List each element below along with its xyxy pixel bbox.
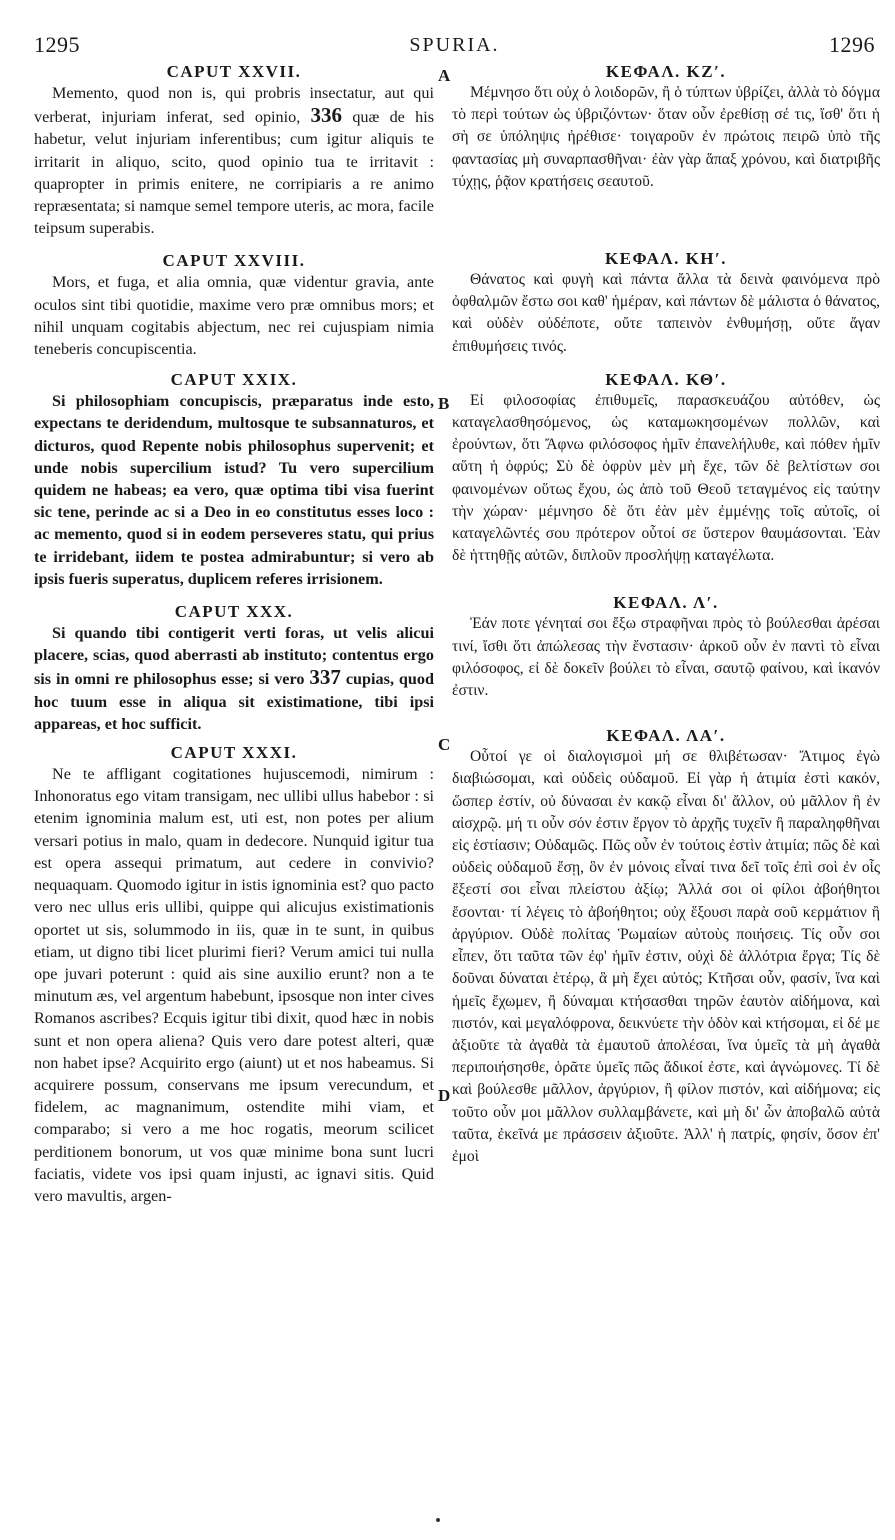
chapter-title: ΚΕΦΑΛ. ΚΘʹ. bbox=[605, 369, 727, 389]
section-marker-c: C bbox=[438, 735, 451, 754]
page-number-left: 1295 bbox=[34, 32, 80, 57]
chapter-title: CAPUT XXVII. bbox=[166, 62, 302, 81]
chapter-text: Μέμνησο ὅτι οὐχ ὁ λοιδορῶν, ἢ ὁ τύπτων ὑβρίζει, ἀλλὰ τὸ δόγμα τὸ περὶ τούτων ὡς ὑβριζόντων· ὅταν οὖν ἐρεθίσῃ σέ τις, ἴσθ' ὅτι ἡ σὴ σε ὑπόληψις ἠρέθισε· τοιγαροῦν ἐν πρώτοις πειρῶ ὑπὸ τῆς φαντασίας μὴ συναρπασθῆναι· ἐὰν γὰρ ἅπαξ χρόνου, καὶ διατριβῆς τύχῃς, ῥᾷον κρατήσεις σεαυτοῦ. bbox=[452, 84, 880, 190]
chapter-text: Si philosophiam concupiscis, præparatus inde esto, expectans te deridendum, multosque te subsannaturos, et dicturos, quod Repente nobis philosophus supervenit; et unde nobis supercilium istud? Tu vero supercilium quidem ne habeas; ea vero, quæ optima tibi visa fuerint sic tene, perinde ac si a Deo in eo constitutus esses loco : ac memento, quod si in eodem perseveres statu, qui prius te irridebant, iidem te postea admirabuntur; si vero ab ipsis fueris superatus, duplicem referes irrisionem. bbox=[34, 392, 434, 588]
chapter-title: CAPUT XXIX. bbox=[170, 370, 298, 390]
section-marker-d: D bbox=[438, 1086, 451, 1105]
chapter-title: CAPUT XXXI. bbox=[170, 743, 298, 763]
chapter-text: Θάνατος καὶ φυγὴ καὶ πάντα ἄλλα τὰ δεινὰ φαινόμενα πρὸ ὀφθαλμῶν ἔστω σοι καθ' ἡμέραν, καὶ πάντων δὲ μάλιστα ὁ θάνατος, καὶ οὐδὲν οὐδέποτε, οὔτε ταπεινὸν ἐνθυμήσῃ, οὔτε ἄγαν ἐπιθυμήσεις τινός. bbox=[452, 271, 880, 355]
margin-number: 337 bbox=[309, 665, 341, 690]
page-number-right: 1296 bbox=[829, 32, 875, 57]
chapter-text: Si quando tibi contigerit verti foras, ut velis alicui placere, scias, quod aberrasti ab instituto; contentus ergo sis in omni re philosophus esse; si vero 337 cupias, quod hoc tuum esse in aliqua sit existimatione, tibi ipsi appareas, et hoc sufficit. bbox=[34, 624, 435, 733]
page-header bbox=[34, 32, 875, 58]
chapter-title: CAPUT XXX. bbox=[174, 602, 294, 622]
page-dot bbox=[436, 1518, 440, 1522]
section-marker-a: A bbox=[438, 66, 451, 85]
chapter-text: Οὗτοί γε οἱ διαλογισμοὶ μή σε θλιβέτωσαν· Ἄτιμος ἐγὼ διαβιώσομαι, καὶ οὐδεὶς οὐδαμοῦ. Εἰ γὰρ ἡ ἀτιμία ἐστὶ κακόν, ὥσπερ ἐστίν, οὐ δύνασαι ἐν κακῷ εἶναι δι' ἄλλον, οὐ μᾶλλον ἢ ἐν αἰσχρῷ. μή τι οὖν σόν ἐστιν ἔργον τὸ ἀρχῆς τυχεῖν ἢ παραληφθῆναι εἰς ἑστίασιν; Οὐδαμῶς. Πῶς οὖν ἐν τούτοις ἐστὶν ἀτιμία; πῶς δὲ καὶ οὐδεὶς οὐδαμοῦ ἔσῃ, ὃν ἐν μόνοις εἶναί τινα δεῖ τοῖς ἐπὶ σοὶ ἐν οἷς ἔξεστί σοι εἶναι πλείστου ἀξίῳ; Ἀλλά σοι οἱ φίλοι ἀβοήθητοι ἔσονται· τί λέγεις τὸ ἀβοήθητοι; οὐχ ἕξουσι παρὰ σοῦ κερμάτιον ἢ ἀργύριον. Οὐδὲ πολίτας Ῥωμαίων αὐτοὺς ποιήσεις. Τίς οὖν σοι εἶπεν, ὅτι ταῦτα τῶν ἐφ' ἡμῖν ἐστιν, οὐχὶ δὲ ἀλλότρια ἔργα; Τίς δὲ δοῦναι δύναται ἑτέρῳ, ἃ μὴ ἔχει αὐτός; Κτῆσαι οὖν, φασίν, ἵνα καὶ ἡμεῖς ἔχωμεν, ἢ δύναμαι κτήσασθαι τηρῶν ἑαυτὸν αἰδήμονα, καὶ πιστόν, καὶ μεγαλόφρονα, δεικνύετε τὴν ὁδὸν καὶ κτήσομαι, εἰ δέ με ἀξιοῦτε τὰ ἀγαθὰ τὰ ἐμαυτοῦ ἀπολέσαι, ἵνα ὑμεῖς τὰ μὴ ἀγαθὰ περιποιήσησθε, ὁρᾶτε ὑμεῖς πῶς ἄδικοί ἐστε, καὶ ἀγνώμονες. Τί δὲ καὶ βούλεσθε μᾶλλον, ἀργύριον, ἢ φίλον πιστόν, καὶ αἰδήμονα; εἰς τοῦτο οὖν μοι μᾶλλον συλλαμβάνετε, καὶ μὴ δι' ὧν ἀποβαλῶ αὐτὰ ταῦτα, ἐκεῖνά με πράσσειν ἀξιοῦτε. Ἀλλ' ἡ πατρίς, φησίν, ὅσον ἐπ' ἐμοὶ bbox=[452, 748, 880, 1165]
chapter-title: ΚΕΦΑΛ. ΚΗʹ. bbox=[604, 249, 728, 269]
chapter-text: Ne te affligant cogitationes hujuscemodi, nimirum : Inhonoratus ego vitam transigam, nec ullibi ullus habebor : si etenim ignominia malum est, uti est, non potes per alium versari potius in malo, quam in dedecore. Nunquid igitur tua est opera assequi primatum, aut cedere in convivio? nequaquam. Quomodo igitur in istis ignominia est? quo pacto vero nec ullus eris ullibi, quippe qui alicujus existimationis oportet ut sis, solummodo in iis, quæ in te sunt, in quibus etiam, ut digno tibi licet plurimi fieri? Verum amici tui nulla ope juvari poterunt : quid ais sine auxilio erunt? non a te minutum æs, vel argentum habebunt, ipsosque non inter cives Romanos ascribes? Ecquis igitur tibi dixit, quod hæc in nobis sunt et non opera aliena? Quis vero dare potest alteri, quæ non habet ipse? Acquirito ergo (aiunt) ut et nos habeamus. Si acquirere possum, conservans me ipsum verecundum, et fidelem, ac magnanimum, ostendite mihi viam, et comparabo; si vero a me hoc rogatis, meorum scilicet perditionem bonorum, ut vos quæ minime bona sunt lucri faciatis, videte vos ipsi quam injusti, ac ignavi sitis. Quid vero mavultis, argen- bbox=[34, 765, 434, 1205]
chapter-text: Mors, et fuga, et alia omnia, quæ videntur gravia, ante oculos sint tibi quotidie, maxime vero præ omnibus mors; et nihil unquam cogitabis abjectum, nec rei cujuspiam nimia teneberis concupiscentia. bbox=[34, 273, 434, 359]
margin-number: 336 bbox=[310, 103, 343, 128]
chapter-title: ΚΕΦΑΛ. ΛΑʹ. bbox=[606, 726, 726, 746]
chapter-text: Ἐάν ποτε γένηταί σοι ἔξω στραφῆναι πρὸς τὸ βούλεσθαι ἀρέσαι τινί, ἴσθι ὅτι ἀπώλεσας τὴν ἔνστασιν· ἀρκοῦ οὖν ἐν παντὶ τὸ εἶναι φιλόσοφος, εἰ δὲ δοκεῖν βούλει τὸ εἶναι, σαυτῷ φαίνου, καὶ ἱκανόν ἐστιν. bbox=[452, 615, 880, 700]
chapter-text: Εἰ φιλοσοφίας ἐπιθυμεῖς, παρασκευάζου αὐτόθεν, ὡς καταγελασθησόμενος, ὡς καταμωκησομένων πολλῶν, καὶ ἐρούντων, ὅτι Ἄφνω φιλόσοφος ἡμῖν ἐπανελήλυθε, καὶ πόθεν ἡμῖν αὕτη ἡ ὀφρύς; Σὺ δὲ ὀφρὺν μὲν μὴ ἔχε, τῶν δὲ βελτίστων σοι φαινομένων οὕτως ἔχου, ὡς ἀπὸ τοῦ Θεοῦ τεταγμένος εἰς ταύτην τὴν χώραν· μέμνησο δὲ ὅτι ἐὰν μὲν ἐμμένῃς τοῖς αὐτοῖς, οἱ καταγελῶντές σου πρότερον οὗτοί σε ὕστερον θαυμάσονται. Ἐὰν δὲ ἡττηθῇς αὐτῶν, διπλοῦν προσλήψῃ καταγέλωτα. bbox=[452, 391, 880, 565]
chapter-title: ΚΕΦΑΛ. ΚΖʹ. bbox=[605, 62, 727, 81]
latin-column bbox=[34, 62, 434, 1207]
chapter-title: CAPUT XXVIII. bbox=[162, 251, 306, 271]
chapter-title: ΚΕΦΑΛ. Λʹ. bbox=[613, 593, 719, 613]
greek-column bbox=[452, 62, 880, 1168]
section-marker-b: B bbox=[438, 394, 450, 413]
running-title: SPURIA. bbox=[409, 34, 500, 56]
chapter-text: Memento, quod non is, qui probris insectatur, aut qui verberat, injuriam inferat, sed opinio, 336 quæ de his habetur, velut injuriam inferentibus; cum igitur aliquis te irritarit in aliquo, scito, quod opinio tua te irritavit : quapropter in primis enitere, ne corripiaris a re animo repræsentata; si namque semel tempore uteris, ac mora, facile teipsum superabis. bbox=[34, 84, 435, 238]
